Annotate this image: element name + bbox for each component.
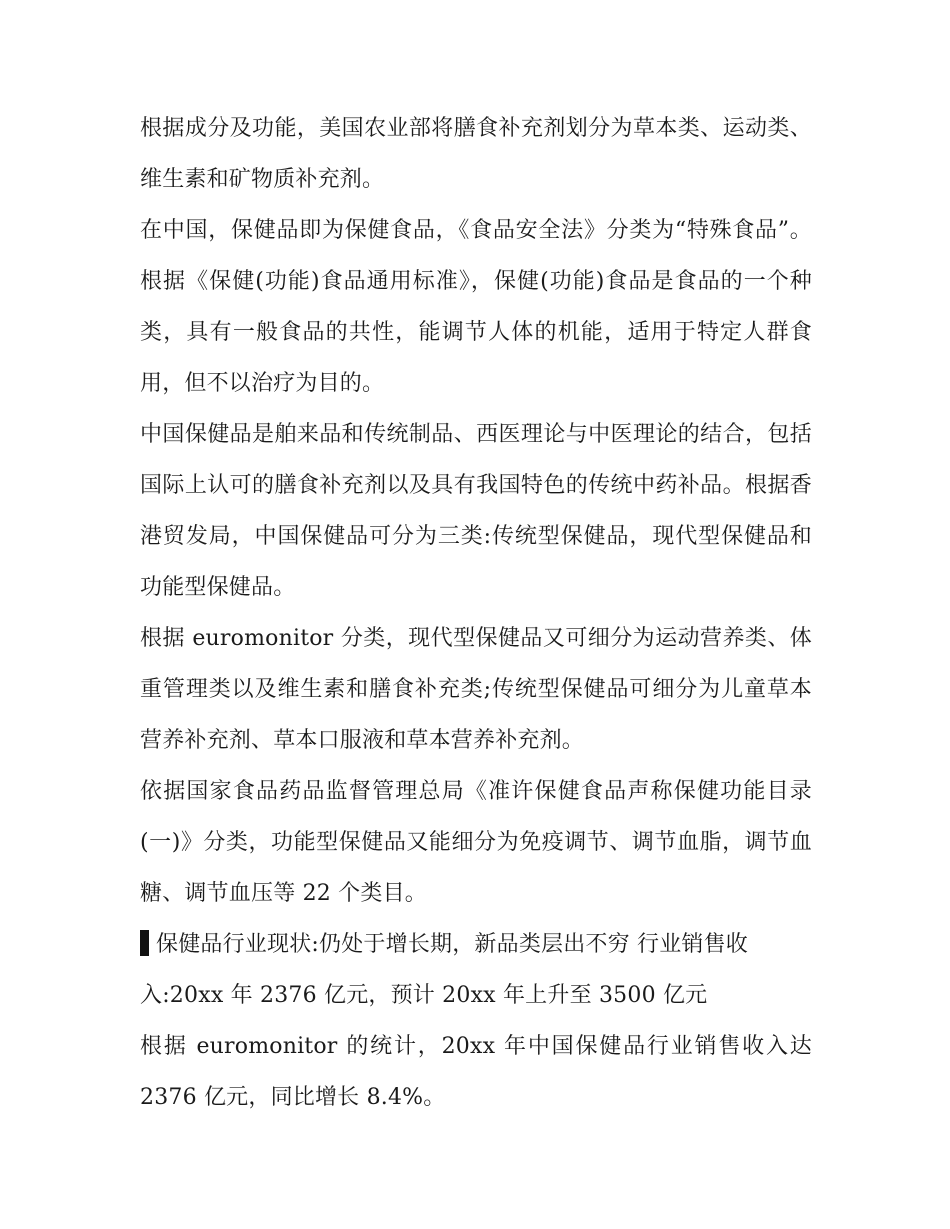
- paragraph-functional-categories: 依据国家食品药品监督管理总局《准许保健食品声称保健功能目录(一)》分类，功能型保健品又能细分为免疫调节、调节血脂，调节血糖、调节血压等 22 个类目。: [140, 779, 812, 906]
- section-heading: [140, 919, 812, 1021]
- paragraph-euromonitor-classification: 根据 euromonitor 分类，现代型保健品又可细分为运动营养类、体重管理类以及维生素和膳食补充类;传统型保健品可细分为儿童草本营养补充剂、草本口服液和草本营养补充剂。: [140, 626, 812, 753]
- paragraph-china-definition: 在中国，保健品即为保健食品，《食品安全法》分类为“特殊食品”。根据《保健(功能)食品通用标准》，保健(功能)食品是食品的一个种类，具有一般食品的共性，能调节人体的机能，适用于特定人群食用，但不以治疗为目的。: [140, 218, 812, 396]
- document-page: [140, 103, 812, 1123]
- section-heading-text: 保健品行业现状:仍处于增长期，新品类层出不穷 行业销售收入:20xx 年 2376 亿元，预计 20xx 年上升至 3500 亿元: [140, 932, 749, 1008]
- paragraph-sales-statistics: 根据 euromonitor 的统计，20xx 年中国保健品行业销售收入达 2376 亿元，同比增长 8.4%。: [140, 1034, 812, 1110]
- paragraph-classification-us: 根据成分及功能，美国农业部将膳食补充剂划分为草本类、运动类、维生素和矿物质补充剂。: [140, 116, 812, 192]
- paragraph-china-categories: 中国保健品是舶来品和传统制品、西医理论与中医理论的结合，包括国际上认可的膳食补充剂以及具有我国特色的传统中药补品。根据香港贸发局，中国保健品可分为三类:传统型保健品，现代型保健品和功能型保健品。: [140, 422, 812, 600]
- heading-marker-bar: [140, 930, 149, 956]
